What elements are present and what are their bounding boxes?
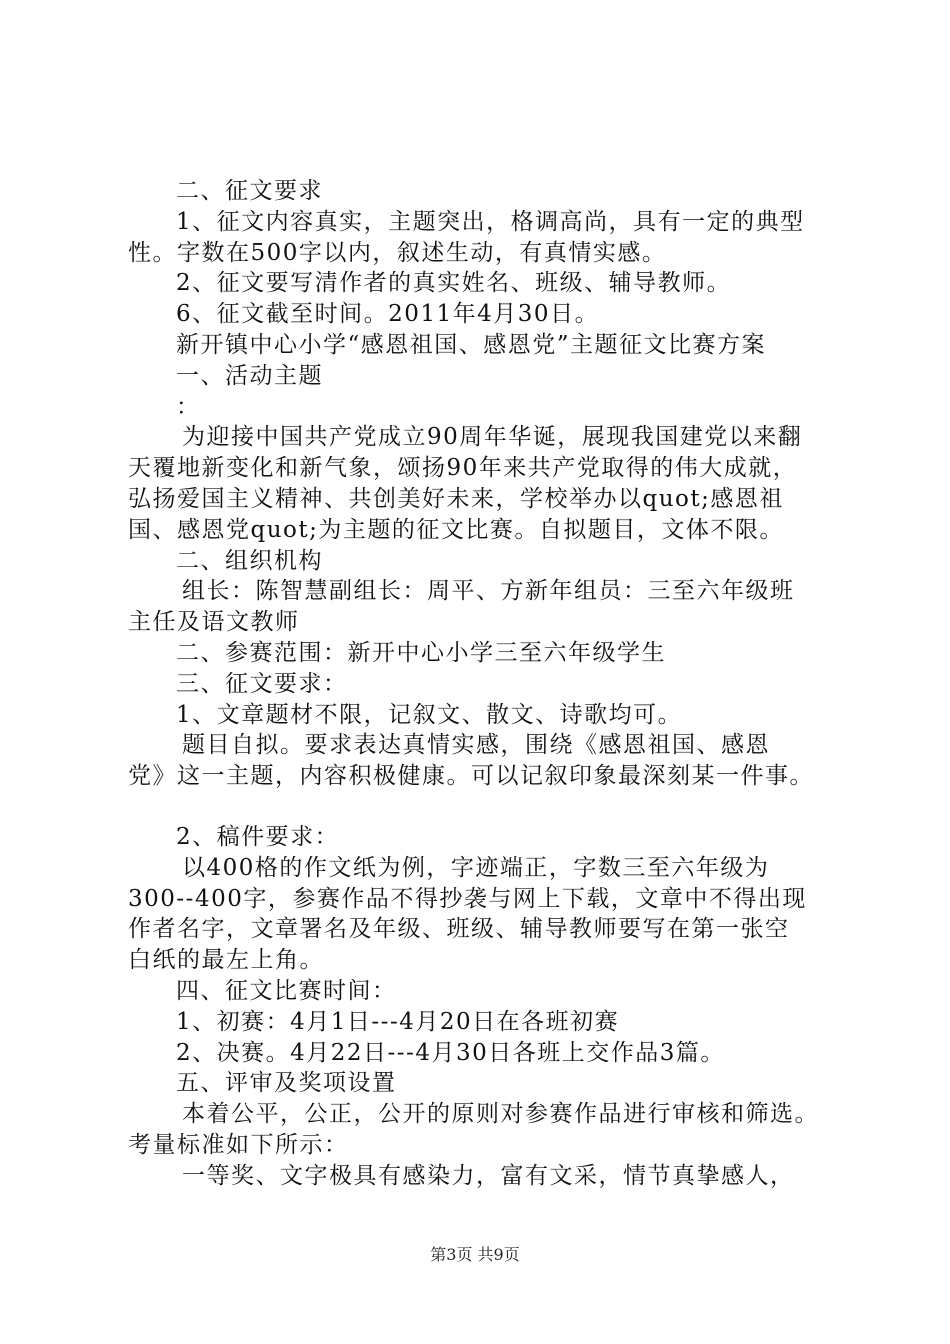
paragraph-line: 300--400字，参赛作品不得抄袭与网上下载，文章中不得出现 [128,885,807,912]
paragraph-line: 6、征文截至时间。2011年4月30日。 [176,301,600,328]
section-heading: 二、征文要求 [176,178,323,204]
paragraph-line: 天覆地新变化和新气象，颂扬90年来共产党取得的伟大成就， [128,455,798,482]
section-heading: 一、活动主题 [176,362,323,389]
section-heading: 2、稿件要求： [176,823,340,850]
page-number-footer: 第3页 共9页 [430,1245,520,1264]
paragraph-line: 1、文章题材不限，记叙文、散文、诗歌均可。 [176,701,683,728]
paragraph-line: ： [176,393,201,420]
section-heading: 二、组织机构 [176,547,323,574]
paragraph-gap [128,792,840,822]
paragraph-line: 组长：陈智慧副组长：周平、方新年组员：三至六年级班 [182,578,795,605]
paragraph-line: 2、决赛。4月22日---4月30日各班上交作品3篇。 [176,1039,725,1066]
paragraph-line: 1、初赛：4月1日---4月20日在各班初赛 [176,1008,620,1035]
paragraph-line: 为迎接中国共产党成立90周年华诞，展现我国建党以来翻 [182,424,803,451]
paragraph-line: 作者名字，文章署名及年级、班级、辅导教师要写在第一张空 [128,916,790,943]
paragraph-line: 主任及语文教师 [128,609,300,636]
paragraph-line: 1、征文内容真实，主题突出，格调高尚，具有一定的典型 [176,208,805,235]
paragraph-line: 弘扬爱国主义精神、共创美好未来，学校举办以quot;感恩祖 [128,485,784,512]
paragraph-line: 性。字数在500字以内，叙述生动，有真情实感。 [128,239,667,266]
section-heading: 二、参赛范围：新开中心小学三至六年级学生 [176,639,666,666]
paragraph-line: 考量标准如下所示： [128,1131,349,1158]
paragraph-line: 白纸的最左上角。 [128,947,324,974]
section-heading: 三、征文要求： [176,670,348,697]
paragraph-line: 2、征文要写清作者的真实姓名、班级、辅导教师。 [176,270,732,297]
paragraph-line: 国、感恩党quot;为主题的征文比赛。自拟题目，文体不限。 [128,516,784,543]
document-body [128,176,840,1192]
paragraph-line: 党》这一主题，内容积极健康。可以记叙印象最深刻某一件事。 [128,763,814,790]
paragraph-line: 以400格的作文纸为例，字迹端正，字数三至六年级为 [182,854,770,881]
document-title: 新开镇中心小学“感恩祖国、感恩党”主题征文比赛方案 [176,331,767,358]
paragraph-line: 本着公平，公正，公开的原则对参赛作品进行审核和筛选。 [182,1101,819,1128]
section-heading: 四、征文比赛时间： [176,977,397,1004]
section-heading: 五、评审及奖项设置 [176,1070,397,1097]
paragraph-line: 题目自拟。要求表达真情实感，围绕《感恩祖国、感恩 [182,732,770,759]
paragraph-line: 一等奖、文字极具有感染力，富有文采，情节真挚感人， [182,1162,795,1189]
